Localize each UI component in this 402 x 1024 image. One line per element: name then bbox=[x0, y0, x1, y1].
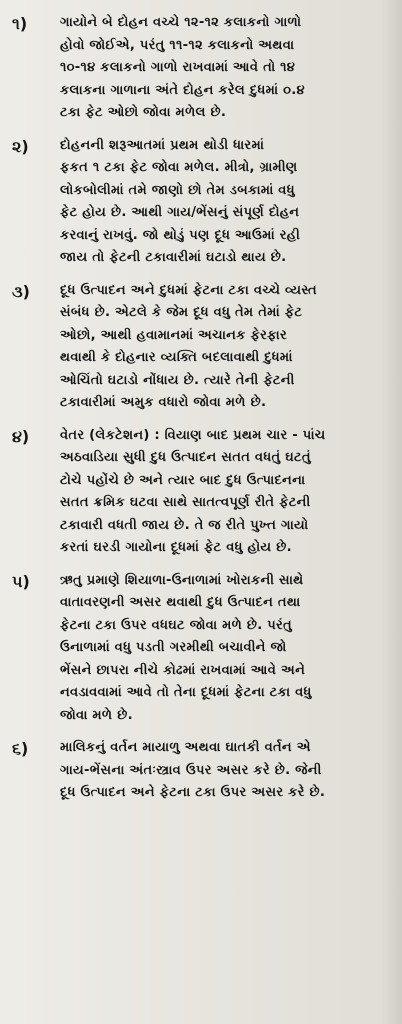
list-item bbox=[8, 280, 394, 415]
item-text: ગાયોને બે દોહન વચ્ચે ૧૨-૧૨ કલાકનો ગાળો હોવો જોઈએ, પરંતુ ૧૧-૧૨ કલાકનો અથવા ૧૦-૧૪ કલાકનો ગાળો રાખવામાં આવે તો ૧૪ કલાકના ગાળાના અંતે દોહન કરેલ દુધમાં ૦.૪ ટકા ફેટ ઓછો જોવા મળેલ છે. bbox=[60, 15, 305, 120]
item-number: ૨) bbox=[12, 136, 29, 156]
item-text: દૂધ ઉત્પાદન અને દુધમાં ફેટના ટકા વચ્ચે વ્યસ્ત સંબંધ છે. એટલે કે જેમ દૂધ વધુ તેમ તેમાં ફેટ ઓછો, આથી હવામાનમાં અચાનક ફેરફાર થવાથી કે દોહનાર વ્યક્તિ બદલાવાથી દુધમાં ઓચિંતો ઘટાડો નોંધાય છે. ત્યારે તેની ફેટની ટકાવારીમાં અમુક વધારો જોવા મળે છે. bbox=[60, 282, 317, 410]
list-item bbox=[8, 12, 394, 125]
list-item bbox=[8, 737, 394, 805]
list-item bbox=[8, 425, 394, 560]
list-item bbox=[8, 135, 394, 270]
list-item bbox=[8, 570, 394, 728]
item-number: ૧) bbox=[12, 14, 28, 33]
item-number: ૪) bbox=[12, 426, 30, 446]
item-text: વેતર (લેકટેશન) : વિયાણ બાદ પ્રથમ ચાર - પાંચ અઠવાડિયા સુધી દુધ ઉત્પાદન સતત વધતું ઘટતું ટોચે પહોંચે છે અને ત્યાર બાદ દુધ ઉત્પાદનના સતત ક્રમિક ઘટવા સાથે સાતત્વપૂર્ણ રીતે ફેટની ટકાવારી વધતી જાય છે. તે જ રીતે પુખ્ત ગાયો કરતાં ઘરડી ગાયોના દૂધમાં ફેટ વધુ હોય છે. bbox=[60, 427, 326, 555]
item-text: ઋતુ પ્રમાણે શિયાળા-ઉનાળામાં ખોરાકની સાથે વાતાવરણની અસર થવાથી દુધ ઉત્પાદન તથા ફેટના ટકા ઉપર વધઘટ જોવા મળે છે. પરંતુ ઉનાળામાં વધુ પડતી ગરમીથી બચાવીને જો ભેંસને છાપરા નીચે કોઢમાં રાખવામાં આવે અને નવડાવવામાં આવે તો તેના દૂધમાં ફેટના ટકા વધુ જોવા મળે છે. bbox=[60, 572, 312, 723]
item-text: માલિકનું વર્તન માયાળુ અથવા ઘાતકી વર્તન એ ગાય-ભેંસના અંતઃસ્ત્રાવ ઉપર અસર કરે છે. જેની દૂધ ઉત્પાદન અને ફેટના ટકા ઉપર અસર કરે છે. bbox=[60, 740, 326, 800]
item-text: દોહનની શરૂઆતમાં પ્રથમ થોડી ધારમાં ફકત ૧ ટકા ફેટ જોવા મળેલ. મીત્રો, ગ્રામીણ લોકબોલીમાં તમે જાણો છો તેમ ડબકામાં વધુ ફેટ હોય છે. આથી ગાય/ભેંસનું સંપૂર્ણ દોહન કરવાનું રાખવું. જો થોડું પણ દૂધ આઉમાં રહી જાય તો ફેટની ટકાવારીમાં ઘટાડો થાય છે. bbox=[60, 137, 301, 265]
item-number: ૩) bbox=[12, 281, 30, 301]
item-number: ૬) bbox=[12, 739, 29, 758]
item-number: ૫) bbox=[12, 571, 30, 591]
